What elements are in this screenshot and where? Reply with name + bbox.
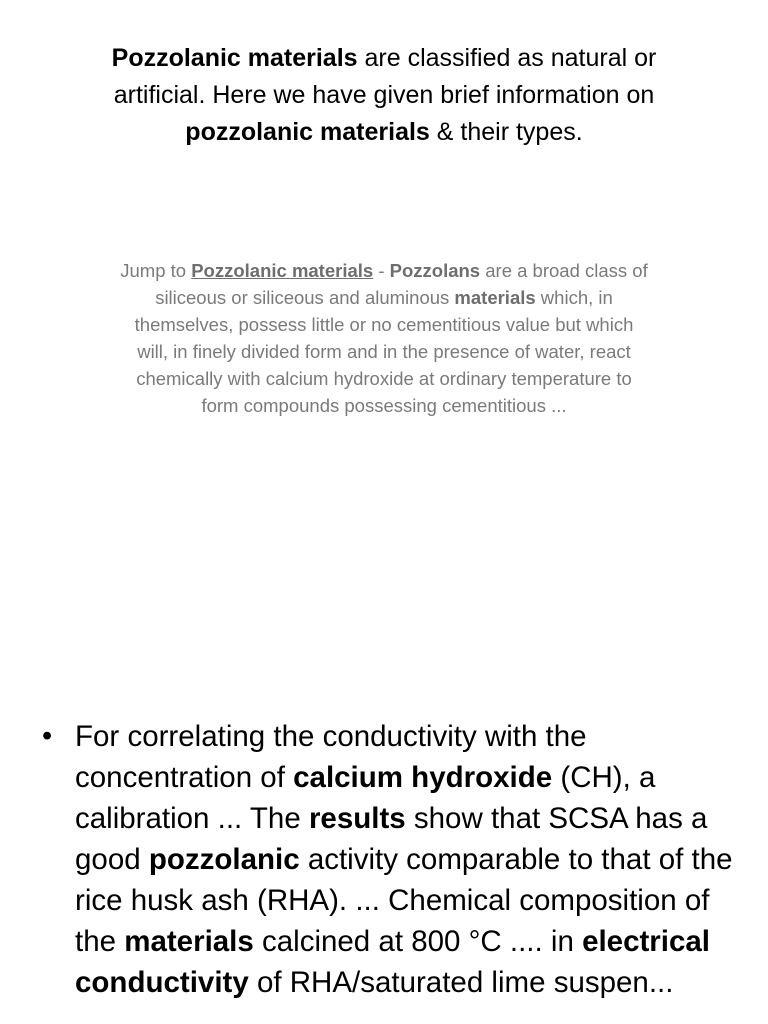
snippet-text-2: which, in themselves, possess little or no cementitious value but which will, in finely divided form and in the presence of water, react chemically with calcium hydroxide at ordinary temperature to form compounds possessing cementitious ... [134, 287, 634, 416]
bullet-text-4: activity comparable to that of the rice husk ash (RHA). ... Chemical composition of the [75, 843, 733, 958]
snippet-text-1: are a broad class of siliceous or siliceous and aluminous [155, 260, 648, 308]
bullet-text-1: For correlating the conductivity with the concentration of [75, 720, 587, 794]
intro-text-2: & their types. [429, 118, 583, 146]
intro-paragraph [84, 40, 684, 151]
bullet-bold-results: results [308, 802, 406, 835]
snippet-jump-text: Jump to [120, 260, 192, 281]
snippet-jump-link[interactable]: Pozzolanic materials [191, 260, 374, 281]
intro-bold-pozzolanic-materials: Pozzolanic materials [111, 44, 358, 72]
snippet-bold-materials: materials [454, 287, 536, 308]
intro-text-1: are classified as natural or artificial. Here we have given brief information on [113, 44, 657, 109]
bullet-marker: • [42, 720, 53, 752]
list-item [40, 716, 740, 1003]
snippet-dash: - [373, 260, 390, 281]
bullet-bold-pozzolanic: pozzolanic [148, 843, 300, 876]
bullet-text-2: (CH), a calibration ... The [75, 761, 656, 835]
bullet-text-6: of RHA/saturated lime suspen... [248, 966, 674, 999]
bullet-text-5: calcined at 800 °C .... in [253, 925, 583, 958]
snippet-bold-pozzolans: Pozzolans [389, 260, 481, 281]
bullet-list [40, 716, 740, 1003]
intro-bold-pozzolanic-materials-2: pozzolanic materials [185, 118, 430, 146]
bullet-bold-calcium-hydroxide: calcium hydroxide [293, 761, 553, 794]
bullet-text-3: show that SCSA has a good [75, 802, 708, 876]
bullet-bold-materials: materials [124, 925, 254, 958]
search-snippet [120, 257, 648, 419]
bullet-bold-electrical-conductivity: electrical conductivity [75, 925, 710, 999]
